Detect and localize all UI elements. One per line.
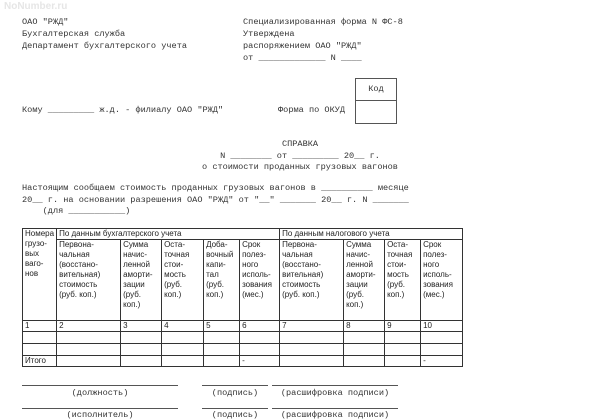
body-line-1: Настоящим сообщаем стоимость проданных грузовых вагонов в __________ месяце [22,183,409,193]
col-header: Первона- чальная (восстано- вительная) стоимость (руб. коп.) [280,240,344,321]
recipient-line: Кому _________ ж.д. - филиалу ОАО "РЖД" [22,105,224,115]
body-line-3: (для ___________) [22,206,131,216]
watermark: NoNumber.ru [4,1,68,12]
col-header: Сумма начис- ленной аморти- зации (руб. коп.) [344,240,385,321]
service-name: Бухгалтерская служба [22,29,126,39]
signature-label: (подпись) [211,410,259,420]
col-number: 4 [162,321,204,332]
executor-line [22,408,178,409]
position-line [22,385,178,386]
col-number: 2 [57,321,121,332]
col-number: 10 [421,321,463,332]
total-dash: - [240,356,280,367]
col-number: 6 [240,321,280,332]
group-header-accounting: По данным бухгалтерского учета [57,229,280,240]
col-header: Срок полез- ного исполь- зования (мес.) [240,240,280,321]
col-header: Срок полез- ного исполь- зования (мес.) [421,240,463,321]
signature-line [202,408,268,409]
col-number: 9 [385,321,421,332]
okud-label: Форма по ОКУД [278,105,346,115]
column-numbers-row [23,321,463,332]
signature-label: (подпись) [211,388,259,398]
col-number: 3 [121,321,162,332]
col-number: 8 [344,321,385,332]
position-label: (должность) [71,388,129,398]
code-label: Код [356,79,396,101]
table-row [23,344,463,356]
col-number: 5 [204,321,240,332]
total-dash: - [421,356,463,367]
decoding-label: (расшифровка подписи) [280,410,390,420]
executor-label: (исполнитель) [66,410,134,420]
department-name: Департамент бухгалтерского учета [22,41,188,51]
decoding-label: (расшифровка подписи) [280,388,390,398]
col-header: Доба- вочный капи- тал (руб. коп.) [204,240,240,321]
decoding-line [272,408,398,409]
org-name: ОАО "РЖД" [22,17,69,27]
form-code: Специализированная форма N ФС-8 [243,17,403,27]
order-date-number: от _____________ N ____ [243,53,362,63]
document-subtitle: о стоимости проданных грузовых вагонов [202,162,398,172]
document-number-line: N ________ от _________ 20__ г. [220,151,380,161]
col-header-wagon-numbers: Номера грузо- вых ваго- нов [23,229,57,321]
col-number: 7 [280,321,344,332]
col-number: 1 [23,321,57,332]
group-header-tax: По данным налогового учета [280,229,463,240]
col-header: Оста- точная стои- мость (руб. коп.) [162,240,204,321]
body-line-2: 20__ г. на основании разрешения ОАО "РЖД" от "__" _______ 20__ г. N _______ [22,195,409,205]
document-title: СПРАВКА [281,139,319,149]
total-row [23,356,463,367]
table-row [23,332,463,344]
code-box [355,78,397,124]
wagons-table [22,228,463,367]
total-label: Итого [23,356,57,367]
order-label: распоряжением ОАО "РЖД" [243,41,362,51]
signature-line [202,385,268,386]
col-header: Оста- точная стои- мость (руб. коп.) [385,240,421,321]
approved-label: Утверждена [243,29,295,39]
col-header: Сумма начис- ленной аморти- зации (руб. коп.) [121,240,162,321]
col-header: Первона- чальная (восстано- вительная) стоимость (руб. коп.) [57,240,121,321]
decoding-line [272,385,398,386]
